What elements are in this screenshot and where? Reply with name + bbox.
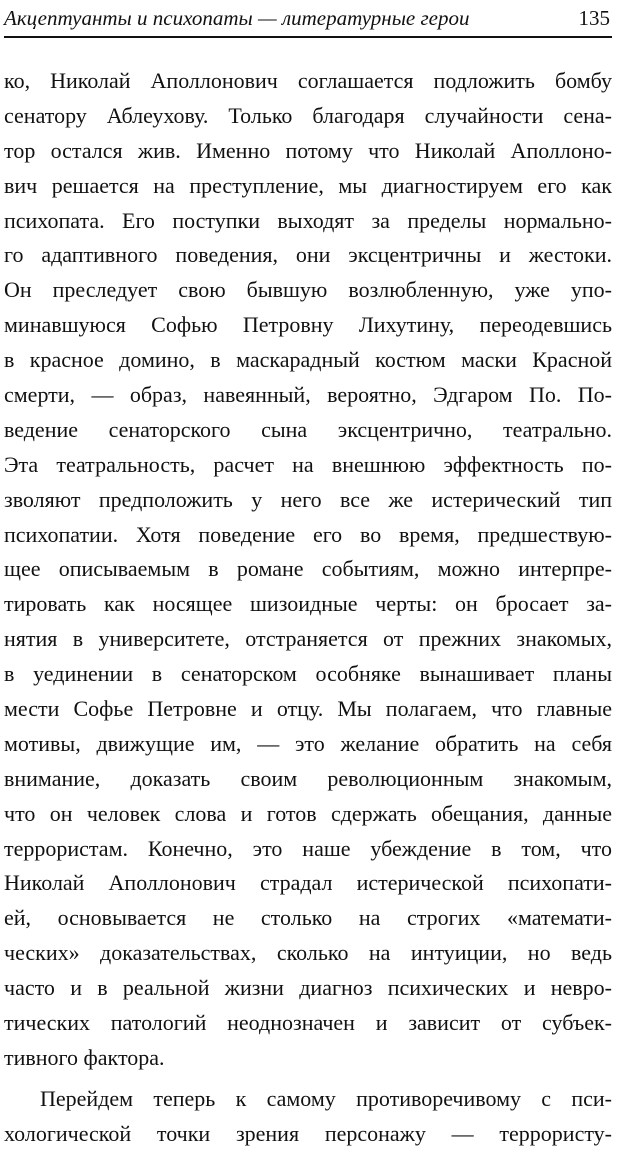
page-number: 135 (578, 6, 610, 30)
text-line: сенатору Аблеухову. Только благодаря случайности сена- (4, 102, 612, 128)
text-line: Он преследует свою бывшую возлюбленную, уже упо- (4, 277, 612, 303)
text-line: тировать как носящее шизоидные черты: он бросает за- (4, 591, 612, 617)
text-line: внимание, доказать своим революционным знакомым, (4, 765, 612, 791)
text-line: что он человек слова и готов сдержать обещания, данные (4, 800, 612, 826)
text-line: смерти, — образ, навеянный, вероятно, Эдгаром По. По- (4, 382, 612, 408)
text-line: мести Софье Петровне и отцу. Мы полагаем, что главные (4, 696, 612, 722)
text-line: минавшуюся Софью Петровну Лихутину, переодевшись (4, 312, 612, 338)
text-line: Николай Аполлонович страдал истерической психопати- (4, 870, 612, 896)
text-line: хологической точки зрения персонажу — террористу- (4, 1120, 612, 1146)
text-line: тор остался жив. Именно потому что Николай Аполлоно- (4, 137, 612, 163)
text-line: ческих» доказательствах, сколько на интуиции, но ведь (4, 940, 612, 966)
text-line: психопата. Его поступки выходят за пределы нормально- (4, 207, 612, 233)
text-line: террористам. Конечно, это наше убеждение в том, что (4, 835, 612, 861)
text-line: Эта театральность, расчет на внешнюю эффектность по- (4, 451, 612, 477)
text-line: нятия в университете, отстраняется от прежних знакомых, (4, 626, 612, 652)
text-line: часто и в реальной жизни диагноз психических и невро- (4, 975, 612, 1001)
header-rule (4, 36, 612, 38)
running-title: Акцептуанты и психопаты — литературные герои (4, 6, 470, 30)
text-line: Перейдем теперь к самому противоречивому с пси- (40, 1085, 612, 1111)
text-line: щее описываемым в романе событиям, можно интерпре- (4, 556, 612, 582)
body-text (4, 64, 612, 1152)
text-line: тивного фактора. (4, 1044, 165, 1070)
text-line: зволяют предположить у него все же истерический тип (4, 486, 612, 512)
text-line: в уединении в сенаторском особняке вынашивает планы (4, 661, 612, 687)
text-line: го адаптивного поведения, они эксцентричны и жестоки. (4, 242, 612, 268)
paragraph-2 (4, 1082, 612, 1152)
text-line: в красное домино, в маскарадный костюм маски Красной (4, 347, 612, 373)
paragraph-1 (4, 64, 612, 1076)
running-header (4, 6, 612, 30)
text-line: ей, основывается не столько на строгих «математи- (4, 905, 612, 931)
text-line: вич решается на преступление, мы диагностируем его как (4, 172, 612, 198)
text-line: ведение сенаторского сына эксцентрично, театрально. (4, 416, 612, 442)
text-line: психопатии. Хотя поведение его во время, предшествую- (4, 521, 612, 547)
text-line: мотивы, движущие им, — это желание обратить на себя (4, 730, 612, 756)
text-line: тических патологий неоднозначен и зависит от субъек- (4, 1010, 612, 1036)
text-line: ко, Николай Аполлонович соглашается подложить бомбу (4, 68, 612, 93)
